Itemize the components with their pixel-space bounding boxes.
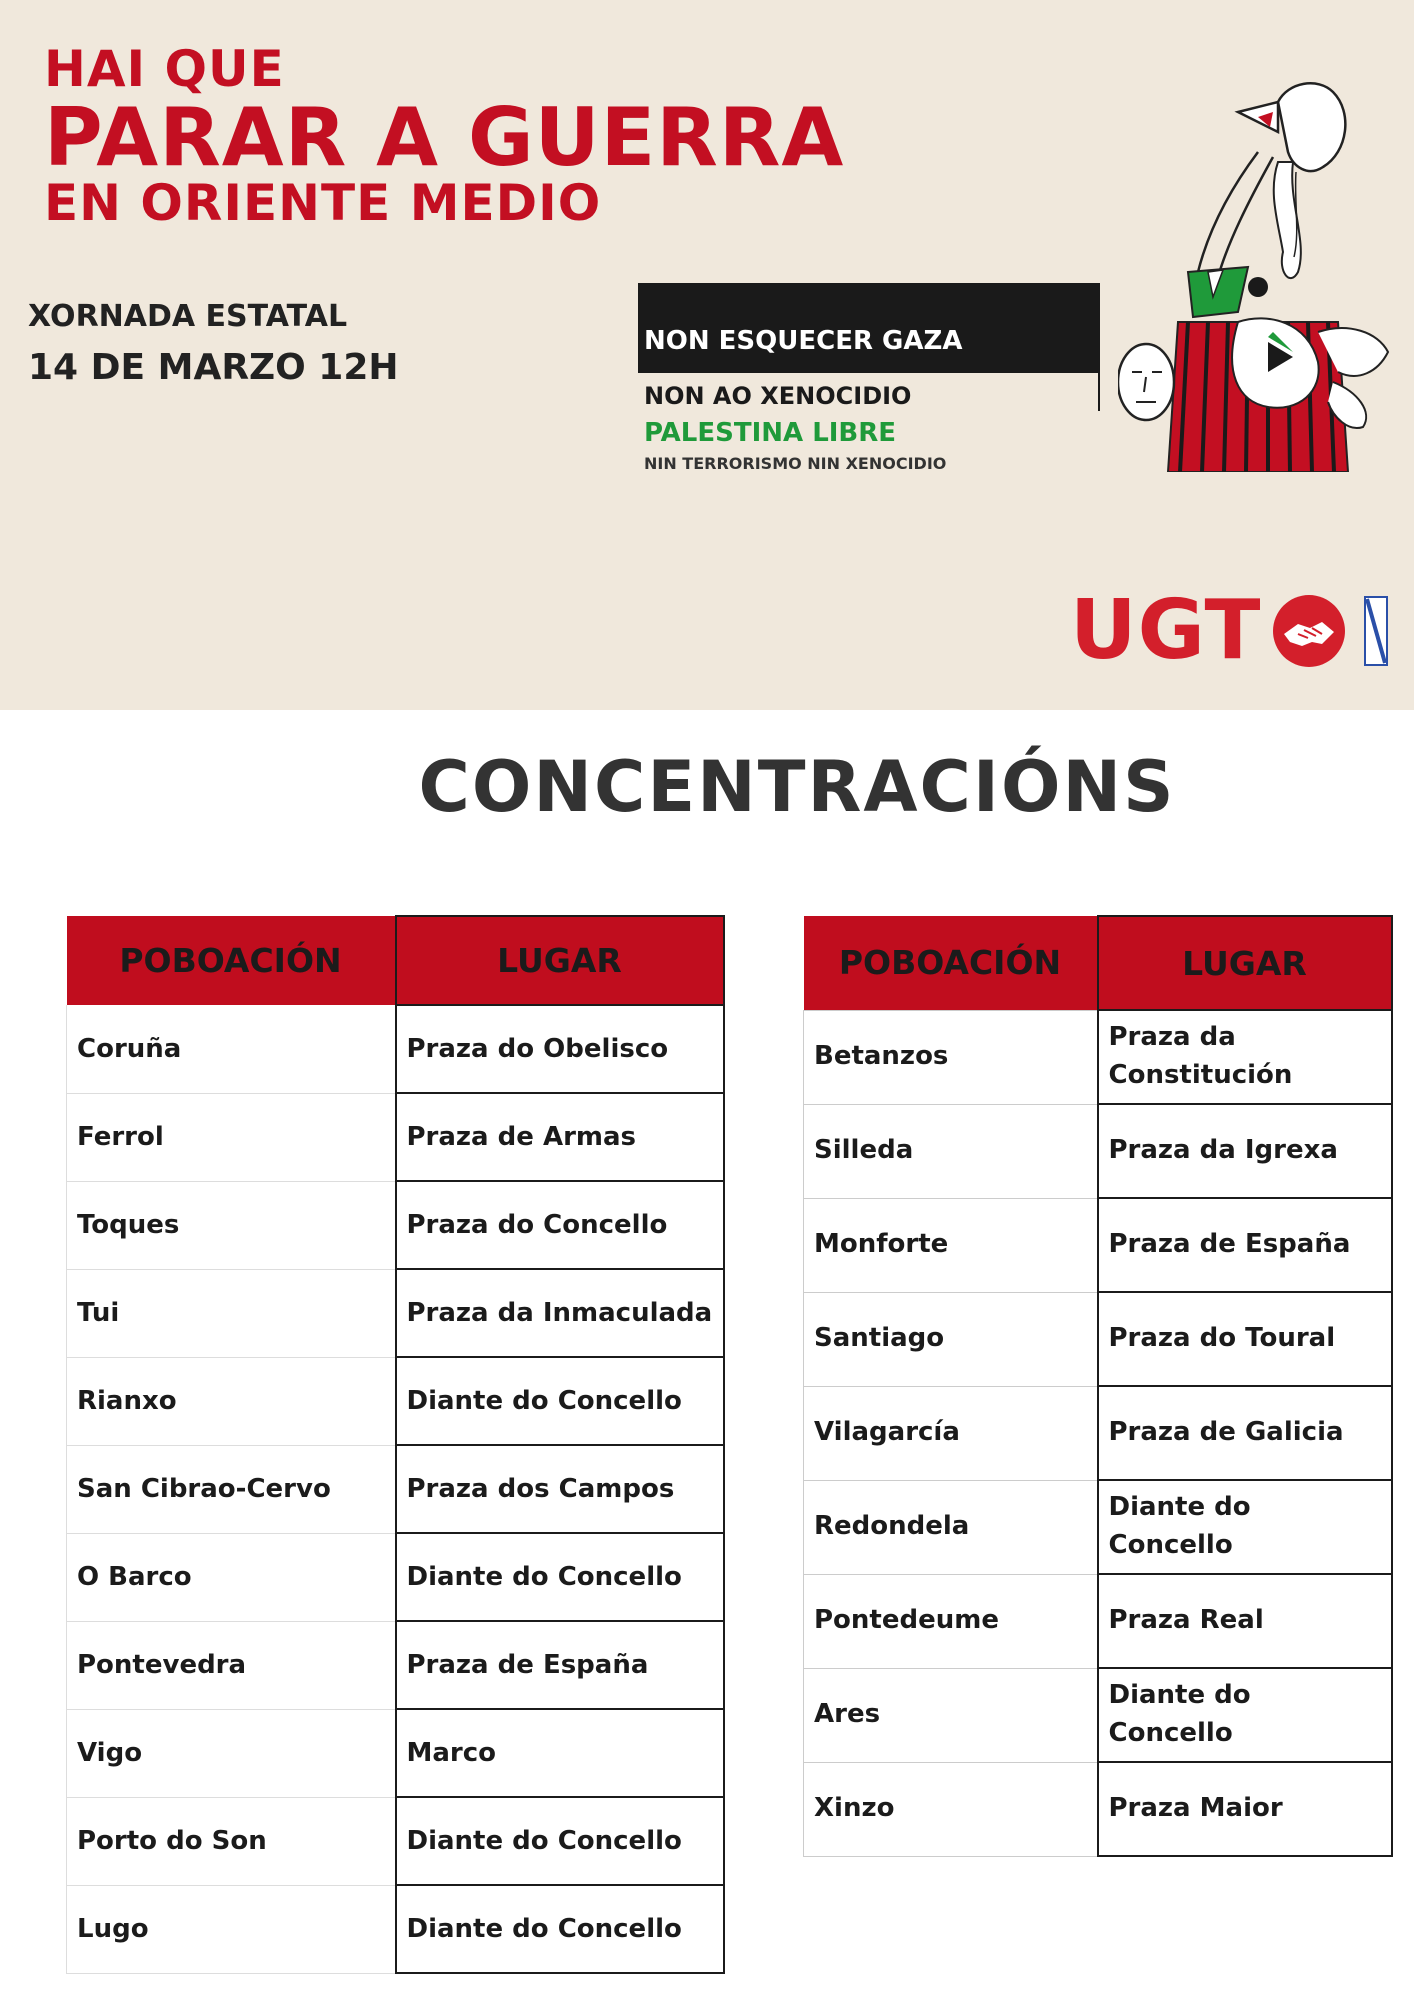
town-cell: Monforte <box>804 1198 1098 1292</box>
place-cell: Praza da Inmaculada <box>396 1269 724 1357</box>
town-cell: Tui <box>67 1269 396 1357</box>
table-row <box>804 1762 1392 1856</box>
town-cell: Santiago <box>804 1292 1098 1386</box>
table-row <box>804 1480 1392 1574</box>
place-cell: Marco <box>396 1709 724 1797</box>
place-cell: Diante do Concello <box>396 1885 724 1973</box>
table-row <box>67 1709 724 1797</box>
town-cell: Coruña <box>67 1005 396 1093</box>
town-cell: Ferrol <box>67 1093 396 1181</box>
place-cell: Praza do Toural <box>1098 1292 1392 1386</box>
table-row <box>67 1533 724 1621</box>
guernica-figure-illustration-icon <box>1118 72 1398 472</box>
place-cell: Diante do Concello <box>1098 1480 1392 1574</box>
town-cell: Redondela <box>804 1480 1098 1574</box>
slogan-free-palestine: PALESTINA LIBRE <box>644 418 897 448</box>
table-row <box>804 1292 1392 1386</box>
section-title: CONCENTRACIÓNS <box>418 746 1176 828</box>
table-header-row <box>804 916 1392 1010</box>
table-row <box>804 1010 1392 1104</box>
column-header-town: POBOACIÓN <box>67 916 396 1005</box>
table-row <box>67 1181 724 1269</box>
place-cell: Diante do Concello <box>396 1533 724 1621</box>
town-cell: Pontedeume <box>804 1574 1098 1668</box>
table-row <box>804 1386 1392 1480</box>
town-cell: Ares <box>804 1668 1098 1762</box>
town-cell: Lugo <box>67 1885 396 1973</box>
place-cell: Praza Real <box>1098 1574 1392 1668</box>
place-cell: Praza do Obelisco <box>396 1005 724 1093</box>
town-cell: San Cibrao-Cervo <box>67 1445 396 1533</box>
town-cell: Silleda <box>804 1104 1098 1198</box>
table-row <box>67 1885 724 1973</box>
headline-line-1: HAI QUE <box>44 40 285 98</box>
handshake-emblem-icon <box>1272 594 1346 668</box>
table-row <box>67 1621 724 1709</box>
galician-flag-icon <box>1364 596 1388 666</box>
column-header-town: POBOACIÓN <box>804 916 1098 1010</box>
event-title: XORNADA ESTATAL <box>28 299 348 334</box>
place-cell: Diante do Concello <box>396 1357 724 1445</box>
town-cell: Rianxo <box>67 1357 396 1445</box>
table-row <box>804 1574 1392 1668</box>
column-header-place: LUGAR <box>396 916 724 1005</box>
table-row <box>804 1668 1392 1762</box>
table-row <box>67 1269 724 1357</box>
slogan-genocide: NON AO XENOCIDIO <box>644 382 912 410</box>
place-cell: Praza de España <box>1098 1198 1392 1292</box>
place-cell: Praza de Galicia <box>1098 1386 1392 1480</box>
header-banner <box>0 0 1414 710</box>
headline-line-3: EN ORIENTE MEDIO <box>44 174 602 232</box>
table-row <box>67 1093 724 1181</box>
table-row <box>804 1198 1392 1292</box>
concentrations-table-right <box>803 915 1393 1857</box>
town-cell: O Barco <box>67 1533 396 1621</box>
place-cell: Praza Maior <box>1098 1762 1392 1856</box>
town-cell: Vilagarcía <box>804 1386 1098 1480</box>
table-row <box>67 1445 724 1533</box>
place-cell: Diante do Concello <box>1098 1668 1392 1762</box>
table-row <box>67 1357 724 1445</box>
concentrations-table-left <box>66 915 725 1974</box>
headline-line-2: PARAR A GUERRA <box>44 91 845 184</box>
place-cell: Praza do Concello <box>396 1181 724 1269</box>
place-cell: Praza da Igrexa <box>1098 1104 1392 1198</box>
event-date: 14 DE MARZO 12H <box>28 347 399 388</box>
place-cell: Praza dos Campos <box>396 1445 724 1533</box>
slogan-gaza: NON ESQUECER GAZA <box>644 326 963 356</box>
table-row <box>67 1005 724 1093</box>
town-cell: Toques <box>67 1181 396 1269</box>
table-row <box>804 1104 1392 1198</box>
table-row <box>67 1797 724 1885</box>
town-cell: Betanzos <box>804 1010 1098 1104</box>
slogan-no-terrorism: NIN TERRORISMO NIN XENOCIDIO <box>644 454 947 473</box>
town-cell: Pontevedra <box>67 1621 396 1709</box>
table-header-row <box>67 916 724 1005</box>
place-cell: Praza de España <box>396 1621 724 1709</box>
place-cell: Praza da Constitución <box>1098 1010 1392 1104</box>
town-cell: Porto do Son <box>67 1797 396 1885</box>
town-cell: Xinzo <box>804 1762 1098 1856</box>
column-header-place: LUGAR <box>1098 916 1392 1010</box>
ugt-logo-text: UGT <box>1070 583 1262 678</box>
place-cell: Diante do Concello <box>396 1797 724 1885</box>
town-cell: Vigo <box>67 1709 396 1797</box>
place-cell: Praza de Armas <box>396 1093 724 1181</box>
